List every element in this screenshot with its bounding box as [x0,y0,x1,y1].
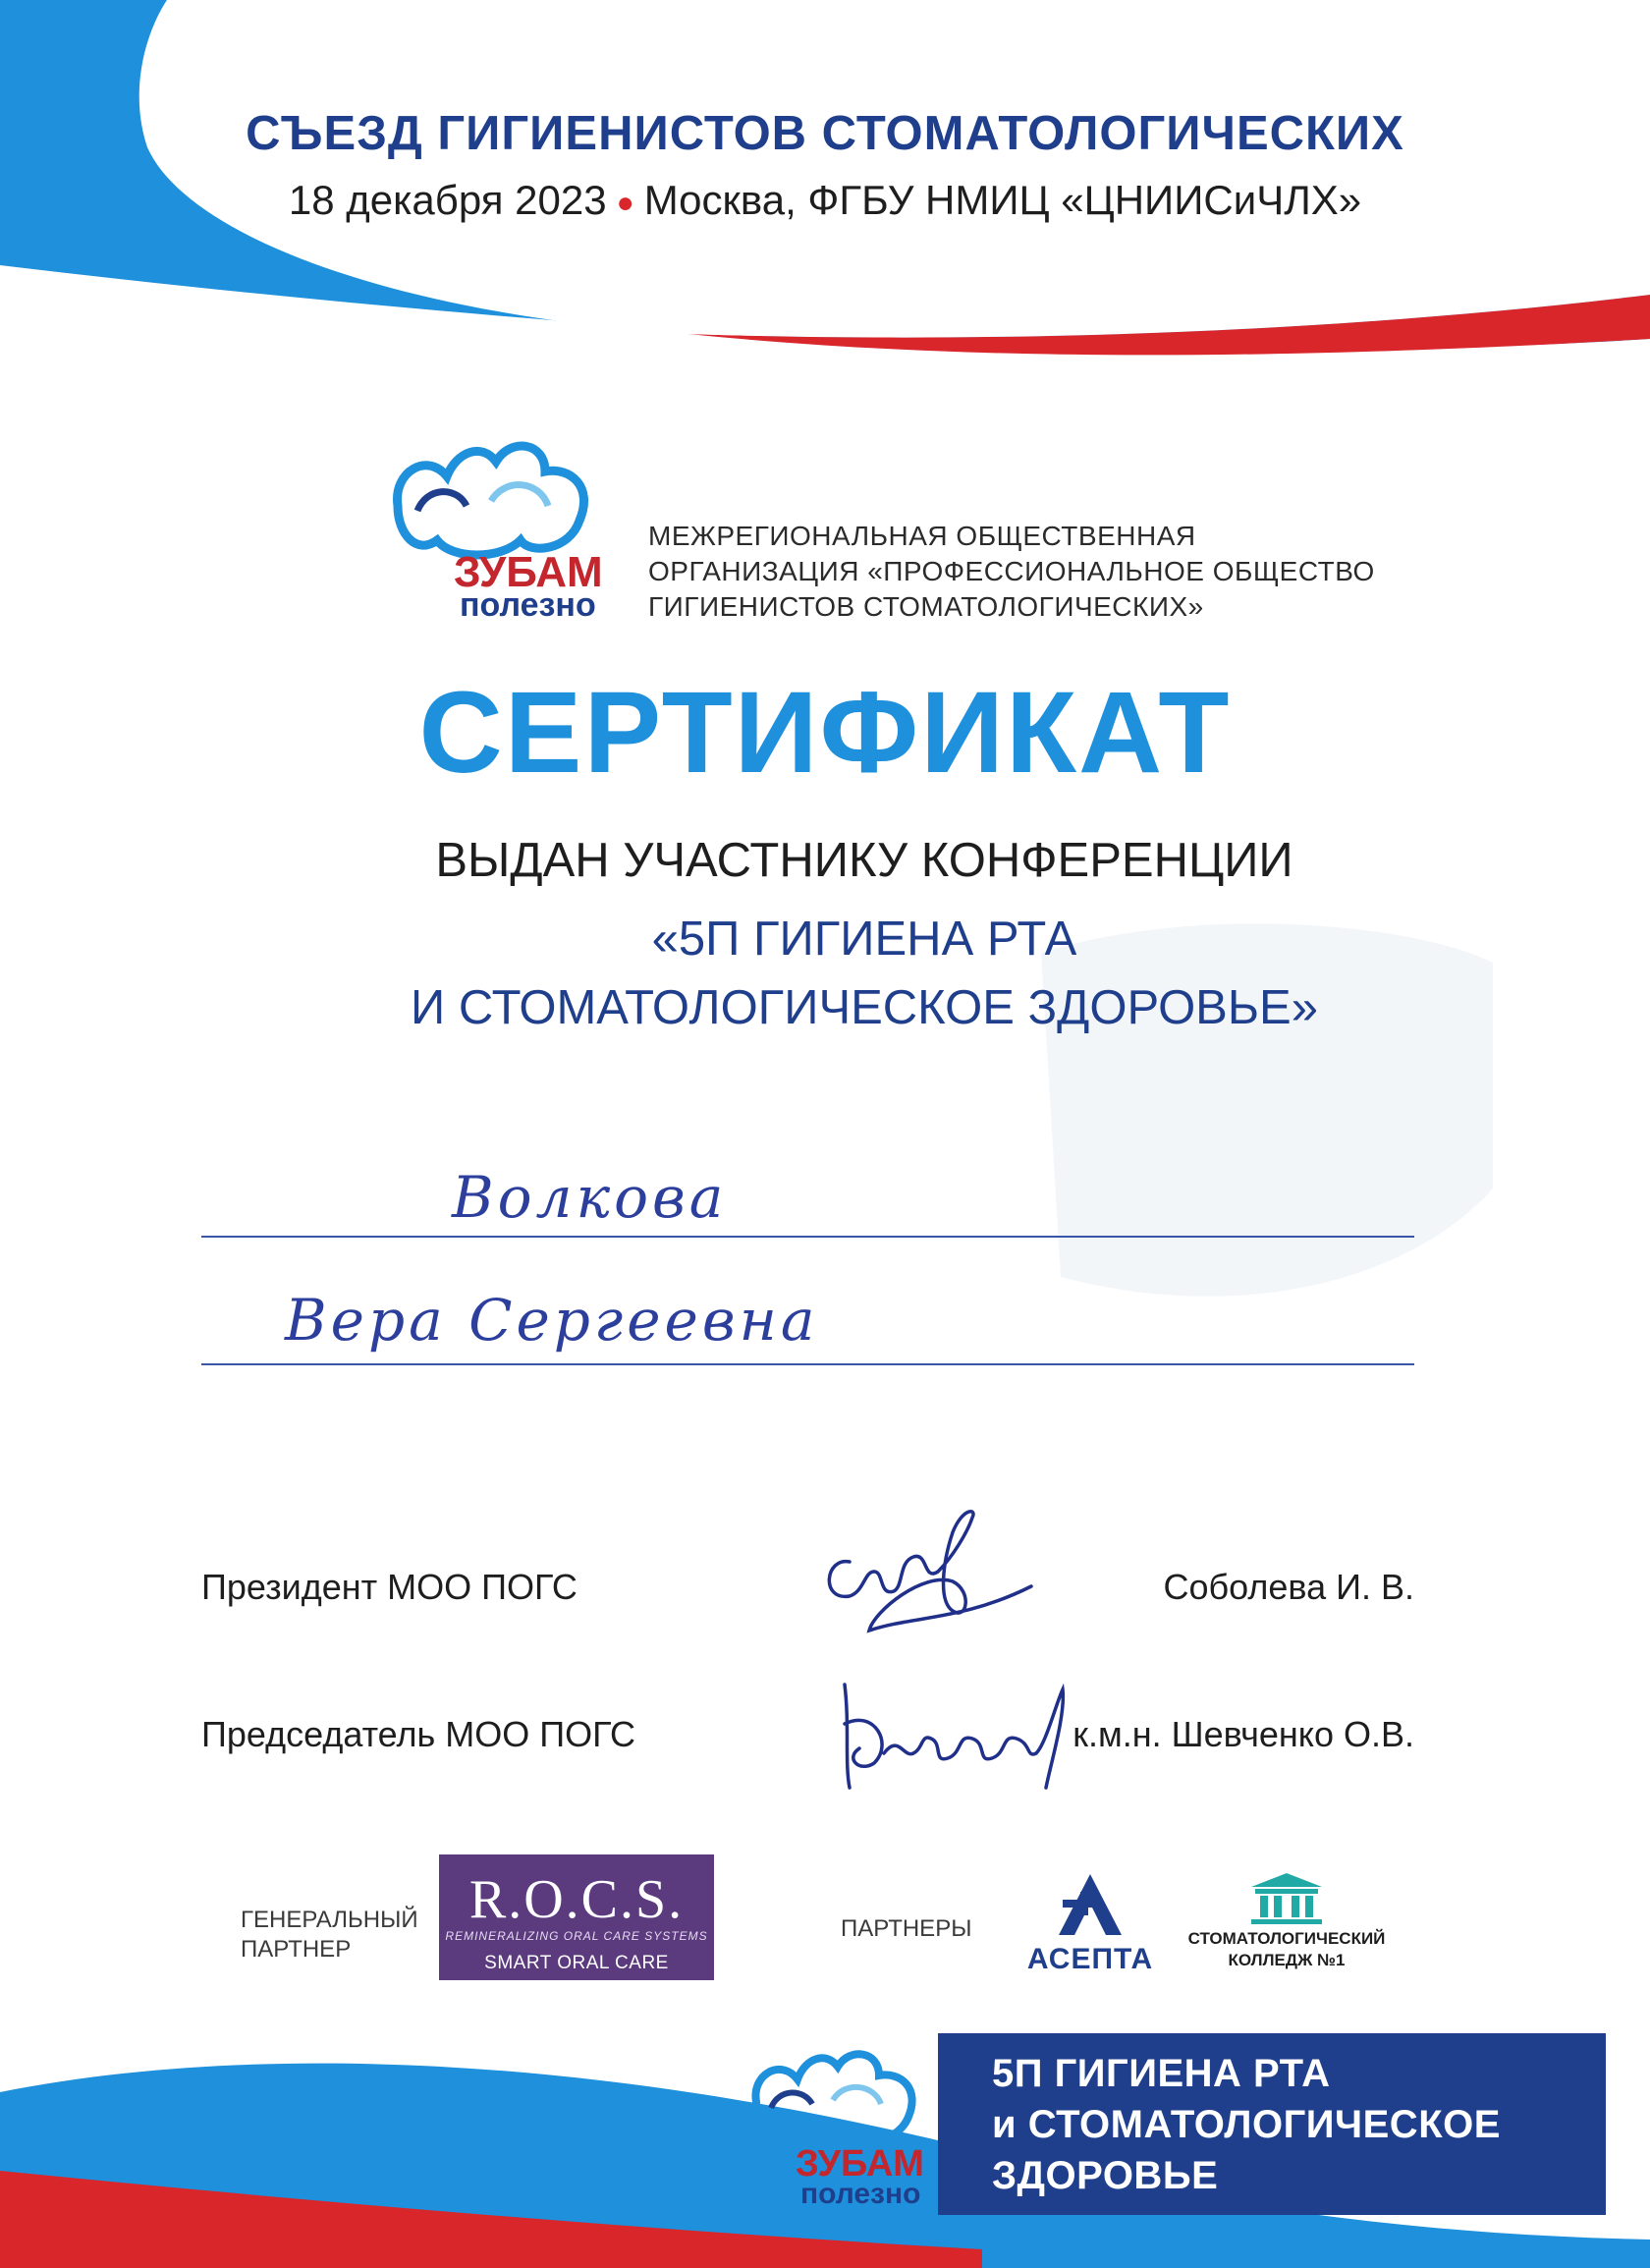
president-role: Президент МОО ПОГС [201,1567,578,1607]
conference-name-line2: И СТОМАТОЛОГИЧЕСКОЕ ЗДОРОВЬЕ» [411,981,1318,1034]
chair-signature [805,1665,1100,1802]
asepta-name: АСЕПТА [1026,1943,1154,1975]
org-line: МЕЖРЕГИОНАЛЬНАЯ ОБЩЕСТВЕННАЯ [648,521,1196,551]
rocs-logo [439,1854,714,1980]
organization-name [648,519,1375,625]
banner-line: 5П ГИГИЕНА РТА [992,2052,1331,2095]
event-location: Москва, ФГБУ НМИЦ «ЦНИИСиЧЛХ» [643,177,1362,223]
logo-word-polezno: полезно [460,586,596,619]
college-building-icon [1247,1871,1326,1926]
surname-underline [201,1236,1414,1238]
certificate-title: СЕРТИФИКАТ [418,668,1232,798]
rocs-slogan: SMART ORAL CARE [484,1953,669,1973]
logo-word-zubam: ЗУБАМ [454,548,603,596]
president-signature [805,1503,1071,1640]
recipient-given-names: Вера Сергеевна [285,1287,819,1354]
rocs-tagline: REMINERALIZING ORAL CARE SYSTEMS [445,1929,708,1943]
org-line: ГИГИЕНИСТОВ СТОМАТОЛОГИЧЕСКИХ» [648,591,1204,622]
general-partner-label-line: ПАРТНЕР [241,1936,352,1963]
footer-banner-text [992,2048,1501,2201]
event-date: 18 декабря 2023 [288,177,607,223]
banner-line: ЗДОРОВЬЕ [992,2154,1219,2197]
zubam-polezno-logo [383,432,629,619]
college-name [1183,1928,1390,1971]
chair-role: Председатель МОО ПОГС [201,1714,636,1754]
logo-word-zubam: ЗУБАМ [796,2143,924,2185]
college-name-line: СТОМАТОЛОГИЧЕСКИЙ [1187,1929,1386,1948]
footer-zubam-polezno-logo [742,2043,948,2210]
partners-label: ПАРТНЕРЫ [841,1915,972,1942]
recipient-surname: Волкова [452,1164,728,1231]
org-line: ОРГАНИЗАЦИЯ «ПРОФЕССИОНАЛЬНОЕ ОБЩЕСТВО [648,556,1375,586]
banner-line: и СТОМАТОЛОГИЧЕСКОЕ [992,2103,1501,2146]
conference-name-line1: «5П ГИГИЕНА РТА [651,913,1077,966]
president-name: Соболева И. В. [1163,1567,1414,1607]
general-partner-label-line: ГЕНЕРАЛЬНЫЙ [241,1907,418,1933]
event-subtitle [0,177,1650,224]
bullet-separator: ● [616,186,634,219]
event-title: СЪЕЗД ГИГИЕНИСТОВ СТОМАТОЛОГИЧЕСКИХ [246,107,1404,160]
chair-name: к.м.н. Шевченко О.В. [1072,1714,1414,1754]
issued-to-text: ВЫДАН УЧАСТНИКУ КОНФЕРЕНЦИИ [435,834,1293,887]
general-partner-label [241,1906,418,1964]
logo-word-polezno: полезно [800,2178,921,2210]
rocs-brand-name: R.O.C.S. [468,1869,685,1930]
given-names-underline [201,1363,1414,1365]
college-name-line: КОЛЛЕДЖ №1 [1228,1951,1346,1969]
